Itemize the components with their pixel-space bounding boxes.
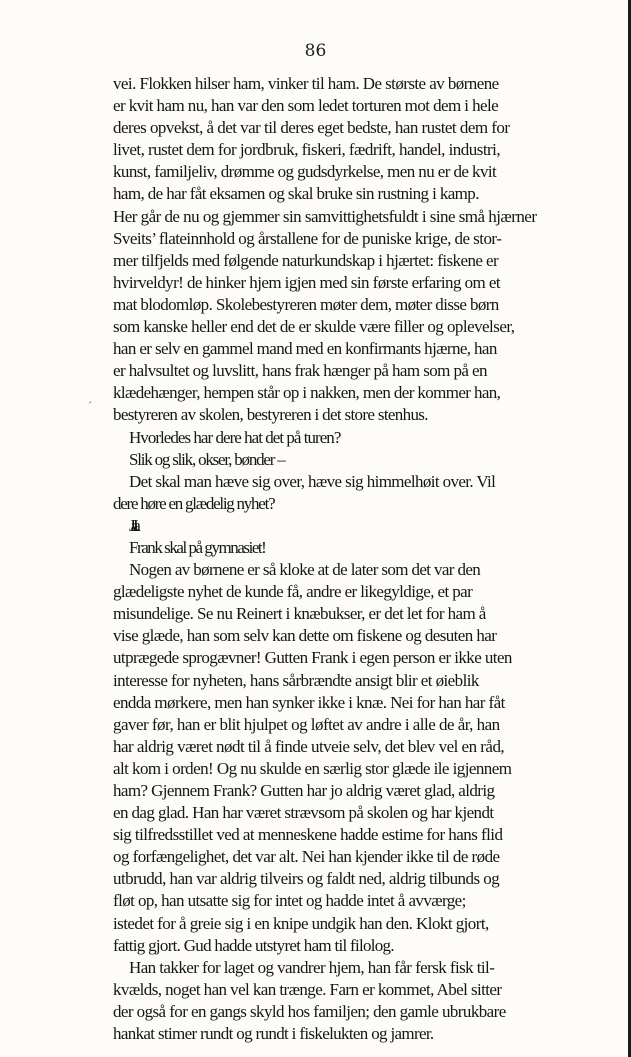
text-line: fløt op, han utsatte sig for intet og hadde intet å avværge; (113, 891, 466, 911)
text-line: Det skal man hæve sig over, hæve sig himmelhøit over. Vil (129, 471, 496, 491)
text-line: vei. Flokken hilser ham, vinker til ham. De største av børnene (113, 74, 499, 93)
text-line: utprægede sprogævner! Gutten Frank i egen person er ikke uten (113, 648, 512, 668)
text-line: misundelige. Se nu Reinert i knæbukser, er det let for ham å (113, 604, 486, 624)
text-line: han er selv en gammel mand med en konfirmants hjærne, han (113, 339, 497, 359)
text-line: har aldrig været nødt til å finde utveie selv, det blev vel en råd, (113, 736, 505, 756)
text-line: ham? Gjennem Frank? Gutten har jo aldrig været glad, aldrig (113, 781, 495, 800)
text-line: utbrudd, han var aldrig tilveirs og faldt ned, aldrig tilbunds og (113, 869, 500, 889)
text-line: endda mørkere, men han synker ikke i knæ. Nei for han har fåt (113, 692, 505, 712)
text-line: kvælds, noget han vel kan trænge. Farn er kommet, Abel sitter (113, 979, 502, 999)
text-line: Sveits’ flateinnhold og årstallene for de puniske krige, de stor- (113, 228, 502, 248)
body-text (113, 73, 631, 1045)
text-line: hankat stimer rundt og rundt i fiskelukten og jamrer. (113, 1024, 434, 1044)
text-line: istedet for å greie sig i en knipe undgik han den. Klokt gjort, (113, 913, 489, 933)
text-line: Han takker for laget og vandrer hjem, han får fersk fisk til- (129, 957, 495, 977)
text-line: Ja. Ja. (129, 515, 136, 535)
text-line: Slik og slik, okser, bønder – (129, 449, 285, 469)
text-line: deres opvekst, å det var til deres eget bedste, han rustet dem for (113, 118, 510, 138)
text-line: alt kom i orden! Og nu skulde en særlig stor glæde ile igjennem (113, 758, 512, 778)
text-line: kunst, familjeliv, drømme og gudsdyrkelse, men nu er de kvit (113, 162, 497, 182)
text-line: sig tilfredsstillet ved at menneskene hadde estime for hans flid (113, 825, 503, 845)
text-line: som kanske heller end det de er skulde være filler og oplevelser, (113, 317, 515, 337)
text-line: hvirveldyr! de hinker hjem igjen med sin første erfaring om et (113, 272, 501, 292)
page-number: 86 (304, 41, 327, 61)
text-line: mer tilfjelds med følgende naturkundskap i hjærtet: fiskene er (113, 250, 499, 270)
text-line: en dag glad. Han har været strævsom på skolen og har kjendt (113, 803, 494, 823)
text-line: fattig gjort. Gud hadde utstyret ham til filolog. (113, 935, 394, 955)
text-line: bestyreren av skolen, bestyreren i det store stenhus. (113, 405, 428, 425)
text-line: gaver før, han er blit hjulpet og løftet av andre i alle de år, han (113, 714, 500, 734)
text-line: er kvit ham nu, han var den som ledet torturen mot dem i hele (113, 96, 499, 116)
text-line: er halvsultet og luvslitt, hans frak hænger på ham som på en (113, 361, 487, 381)
margin-mark: ´ (88, 399, 92, 413)
text-line: Nogen av børnene er så kloke at de later som det var den (129, 560, 481, 580)
text-line: Her går de nu og gjemmer sin samvittighetsfuldt i sine små hjærner (113, 206, 537, 226)
text-line: Hvorledes har dere hat det på turen? (129, 427, 341, 447)
text-line: glædeligste nyhet de kunde få, andre er likegyldige, et par (113, 582, 473, 602)
text-line: dere høre en glædelig nyhet? (113, 493, 275, 513)
text-line: og forfængelighet, det var alt. Nei han kjender ikke til de røde (113, 847, 500, 867)
text-line: livet, rustet dem for jordbruk, fiskeri, fædrift, handel, industri, (113, 140, 501, 160)
text-line: klædehænger, hempen står op i nakken, men der kommer han, (113, 383, 501, 403)
text-line: Frank skal på gymnasiet! (129, 537, 266, 557)
text-line: interesse for nyheten, hans sårbrændte ansigt blir et øieblik (113, 670, 479, 690)
text-line: ham, de har fåt eksamen og skal bruke sin rustning i kamp. (113, 184, 479, 204)
text-line: vise glæde, han som selv kan dette om fiskene og desuten har (113, 626, 497, 646)
text-line: der også for en gangs skyld hos familjen; den gamle ubrukbare (113, 1001, 506, 1021)
text-line: mat blodomløp. Skolebestyreren møter dem, møter disse børn (113, 294, 499, 314)
